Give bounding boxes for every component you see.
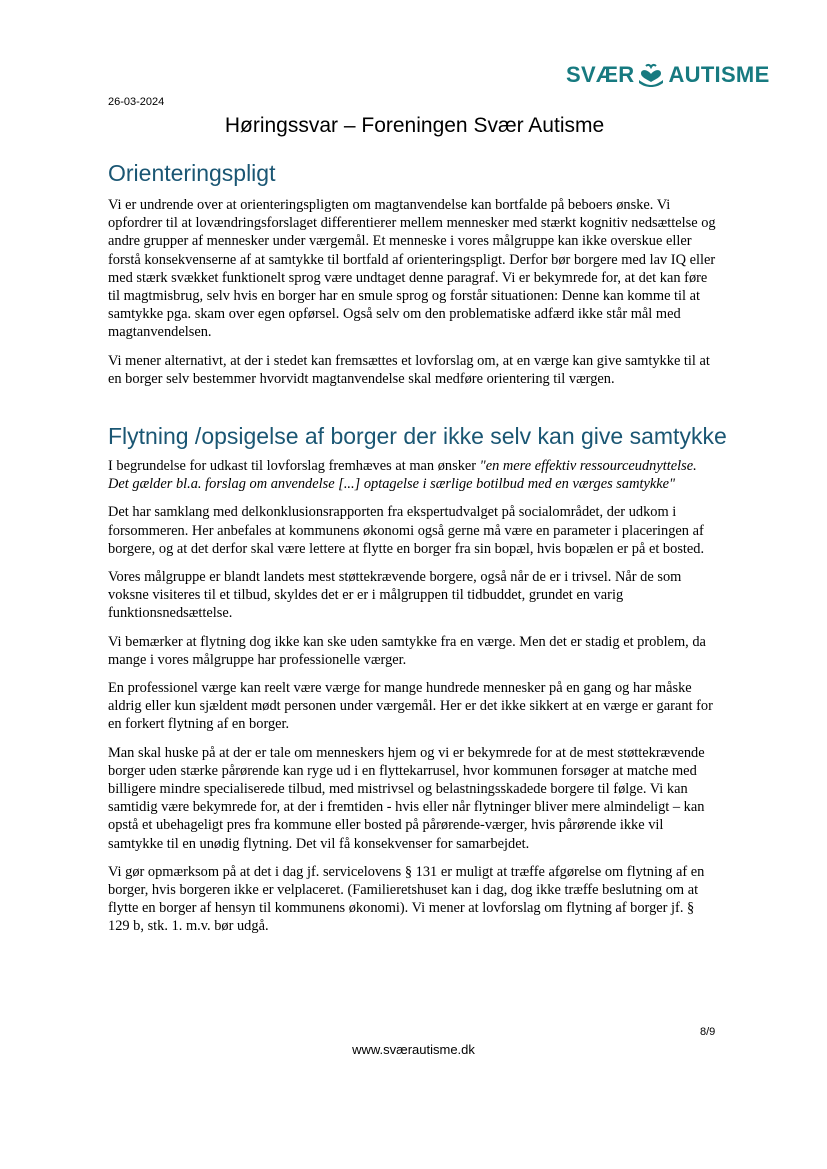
section-heading-orienteringspligt: Orienteringspligt xyxy=(108,160,276,186)
paragraph: Vi er undrende over at orienteringspligten om magtanvendelse kan bortfalde på beboers ønske. Vi opfordrer til at lovændringsforslaget differentierer mellem mennesker med stærkt kognitiv nedsættelse og andre grupper af mennesker under værgemål. Et menneske i vores målgruppe kan ikke overskue eller forstå konsekvenserne af at samtykke til bortfald af orienteringspligt. Derfor bør borgere med lav IQ eller med stærk svækket funktionelt sprog være undtaget denne paragraf. Vi er bekymrede for, at det kan føre til magtmisbrug, selv hvis en borger har en smule sprog og forstår situationen: Denne kan komme til at samtykke pga. skam over egen opførsel. Også selv om den problematiske adfærd ikke står mål med magtanvendelsen. xyxy=(108,197,716,341)
intro-text: I begrundelse for udkast til lovforslag fremhæves at man ønsker xyxy=(108,458,480,474)
page-number: 8/9 xyxy=(700,1026,716,1038)
section-body-orienteringspligt xyxy=(108,196,716,398)
page-title: Høringssvar – Foreningen Svær Autisme xyxy=(224,114,605,137)
paragraph: En professionel værge kan reelt være værge for mange hundrede mennesker på en gang og har måske aldrig eller kun sjældent mødt personen under værgemål. Her er det ikke sikkert at en værge er garant for en forkert flytning af en borger. xyxy=(108,680,713,733)
paragraph: Man skal huske på at der er tale om menneskers hjem og vi er bekymrede for at de mest støttekrævende borger uden stærke pårørende kan ryge ud i en flyttekarrusel, hvor kommunen forsøger at matche med billigere mindre specialiserede tilbud, med mistrivsel og belastningsskadede borgere til følge. Vi kan samtidig være bekymrede for, at der i fremtiden - hvis eller når flytninger bliver mere almindeligt – kan opstå et ubehageligt pres fra kommune eller bosted på pårørende-værger, hvis pårørende ikke vil samtykke til en unødig flytning. Det vil få konsekvenser for samarbejdet. xyxy=(108,744,705,852)
paragraph: Vi bemærker at flytning dog ikke kan ske uden samtykke fra en værge. Men det er stadig et problem, da mange i vores målgruppe har professionelle værger. xyxy=(108,633,706,668)
logo-text-left: SVÆR xyxy=(566,62,635,87)
brand-logo xyxy=(566,60,770,90)
paragraph: Vi gør opmærksom på at det i dag jf. servicelovens § 131 er muligt at træffe afgørelse om flytning af en borger, hvis borgeren ikke er velplaceret. (Familieretshuset kan i dag, dog ikke træffe beslutning om at flytte en borger af hensyn til kommunens økonomi). Vi mener at lovforslag om flytning af borger jf. § 129 b, stk. 1. m.v. bør udgå. xyxy=(108,863,705,935)
heart-hands-icon xyxy=(638,63,664,87)
footer-url[interactable]: www.sværautisme.dk xyxy=(352,1042,475,1057)
section-body-flytning xyxy=(108,457,716,946)
logo-text-right: AUTISME xyxy=(668,62,770,87)
paragraph: Vores målgruppe er blandt landets mest støttekrævende borgere, også når de er i trivsel. Når de som voksne visiteres til et tilbud, skyldes det er er i målgruppen til tidbuddet, grundet en varig funktionsnedsættelse. xyxy=(108,569,682,622)
paragraph: Vi mener alternativt, at der i stedet kan fremsættes et lovforslag om, at en værge kan give samtykke til at en borger selv bestemmer hvorvidt magtanvendelse skal medføre orientering til værgen. xyxy=(108,352,710,387)
document-date: 26-03-2024 xyxy=(108,96,165,108)
intro-paragraph xyxy=(108,457,716,493)
quoted-text: "en mere effektiv ressourceudnyttelse. Det gælder bl.a. forslag om anvendelse [...] optagelse i særlige botilbud med en værges samtykke" xyxy=(108,458,697,493)
section-heading-flytning: Flytning /opsigelse af borger der ikke selv kan give samtykke xyxy=(108,423,727,449)
paragraph: Det har samklang med delkonklusionsrapporten fra ekspertudvalget på socialområdet, der udkom i forsommeren. Her anbefales at kommunens økonomi også gerne må være en parameter i placeringen af borgere, og at det derfor skal være lettere at flytte en borger fra sin bopæl, hvis bopælen er på et bosted. xyxy=(108,504,705,557)
